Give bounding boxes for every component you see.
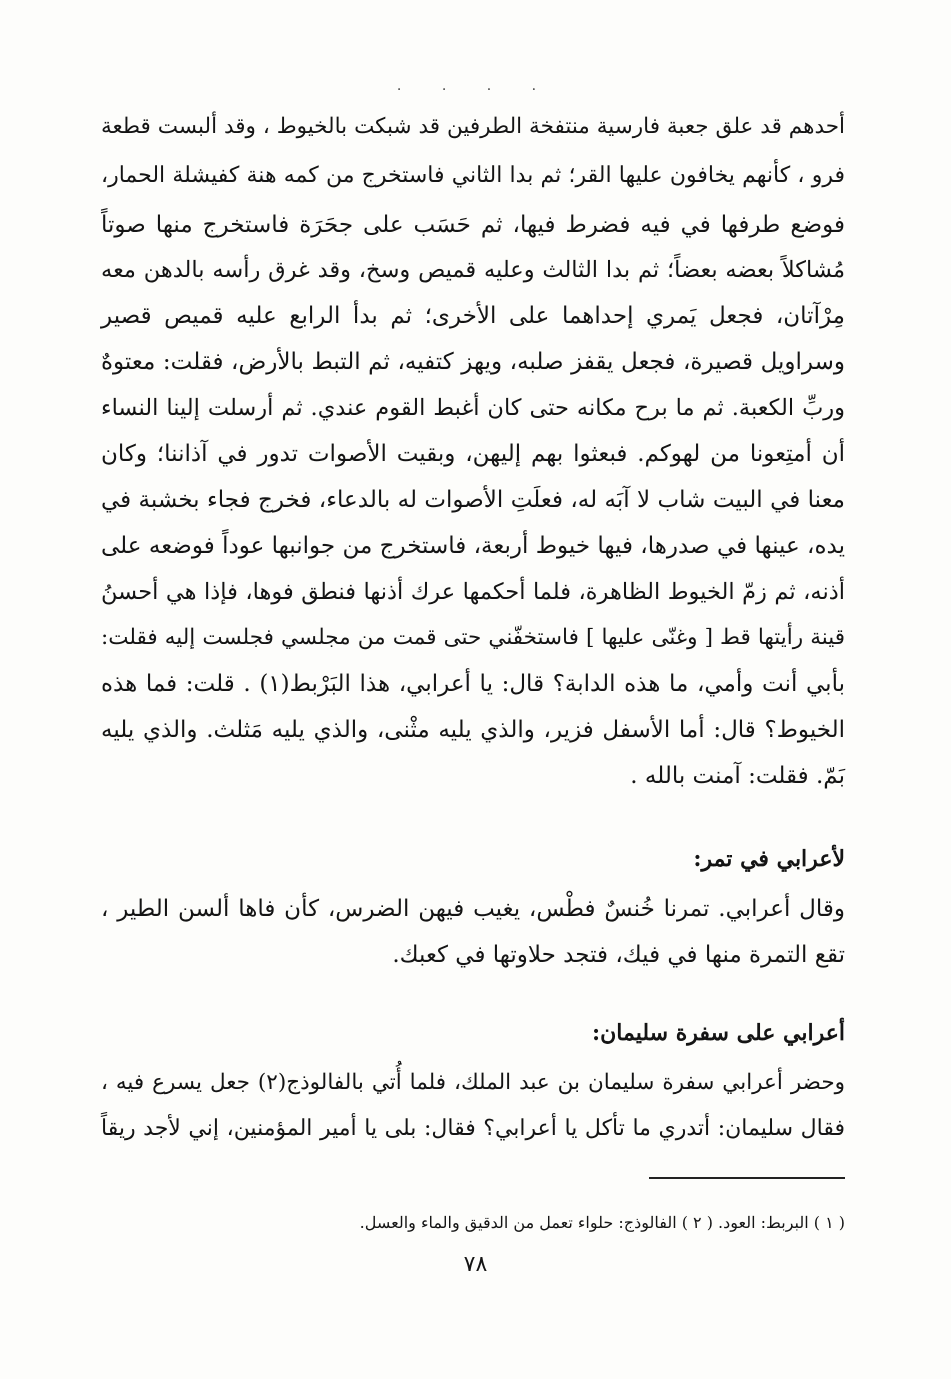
- text-line: فوضع طرفها في فيه فضرط فيها، ثم حَسَب على جحَرَة فاستخرج منها صوتاً: [101, 212, 845, 238]
- text-line: أن أمتِعونا من لهوكم. فبعثوا بهم إليهن، وبقيت الأصوات تدور في آذاننا؛ وكان: [101, 441, 845, 467]
- text-line: قينة رأيتها قط [ وغنّى عليها ] فاستخفّني حتى قمت من مجلسي فجلست إليه فقلت:: [101, 625, 845, 650]
- text-line: وربِّ الكعبة. ثم ما برح مكانه حتى كان أغبط القوم عندي. ثم أرسلت إلينا النساء: [101, 395, 845, 421]
- page-number: ٧٨: [463, 1252, 488, 1277]
- text-line: أذنه، ثم زمّ الخيوط الظاهرة، فلما أحكمها عرك أذنها فنطق فوها، فإذا هي أحسنُ: [101, 579, 845, 605]
- text-line: تقع التمرة منها في فيك، فتجد حلاوتها في كعبك.: [392, 942, 845, 968]
- section-heading: أعرابي على سفرة سليمان:: [592, 1020, 845, 1046]
- text-line: وحضر أعرابي سفرة سليمان بن عبد الملك، فلما أُتي بالفالوذج(٢) جعل يسرع فيه ،: [101, 1070, 845, 1095]
- text-line: مُشاكلاً بعضه بعضاً؛ ثم بدا الثالث وعليه قميص وسخ، وقد غرق رأسه بالدهن معه: [101, 257, 845, 283]
- text-line: وسراويل قصيرة، فجعل يقفز صلبه، ويهز كتفيه، ثم التبط بالأرض، فقلت: معتوهٌ: [101, 349, 845, 375]
- footnote-separator: [649, 1177, 845, 1179]
- section-heading: لأعرابي في تمر:: [693, 846, 845, 872]
- footnotes: ( ١ ) البربط: العود. ( ٢ ) الفالوذج: حلواء تعمل من الدقيق والماء والعسل.: [359, 1213, 845, 1232]
- text-line: بأبي أنت وأمي، ما هذه الدابة؟ قال: يا أعرابي، هذا البَرْبط(١) . قلت: فما هذه: [101, 671, 845, 697]
- text-line: الخيوط؟ قال: أما الأسفل فزير، والذي يليه مثْنى، والذي يليه مَثلث. والذي يليه: [101, 717, 845, 743]
- text-line: فقال سليمان: أتدري ما تأكل يا أعرابي؟ فقال: بلى يا أمير المؤمنين، إني لأجد ريقاً: [101, 1116, 845, 1141]
- text-line: وقال أعرابي. تمرنا خُنسٌ فطْس، يغيب فيهن الضرس، كأن فاها ألسن الطير ،: [101, 896, 845, 922]
- text-line: مِرْآتان، فجعل يَمري إحداهما على الأخرى؛ ثم بدأ الرابع عليه قميص قصير: [101, 303, 845, 329]
- text-line: فرو ، كأنهم يخافون عليها القر؛ ثم بدا الثاني فاستخرج من كمه هنة كفيشلة الحمار،: [101, 163, 845, 188]
- text-line: يده، عينها في صدرها، فيها خيوط أربعة، فاستخرج من جوانبها عوداً فوضعه على: [101, 533, 845, 559]
- text-line: بَمّ. فقلت: آمنت بالله .: [630, 763, 845, 789]
- text-line: أحدهم قد علق جعبة فارسية منتفخة الطرفين قد شبكت بالخيوط ، وقد ألبست قطعة: [101, 114, 845, 139]
- top-dots: . . . .: [396, 78, 555, 94]
- text-line: معنا في البيت شاب لا آبَه له، فعلَتِ الأصوات له بالدعاء، فخرج فجاء بخشبة في: [101, 487, 845, 513]
